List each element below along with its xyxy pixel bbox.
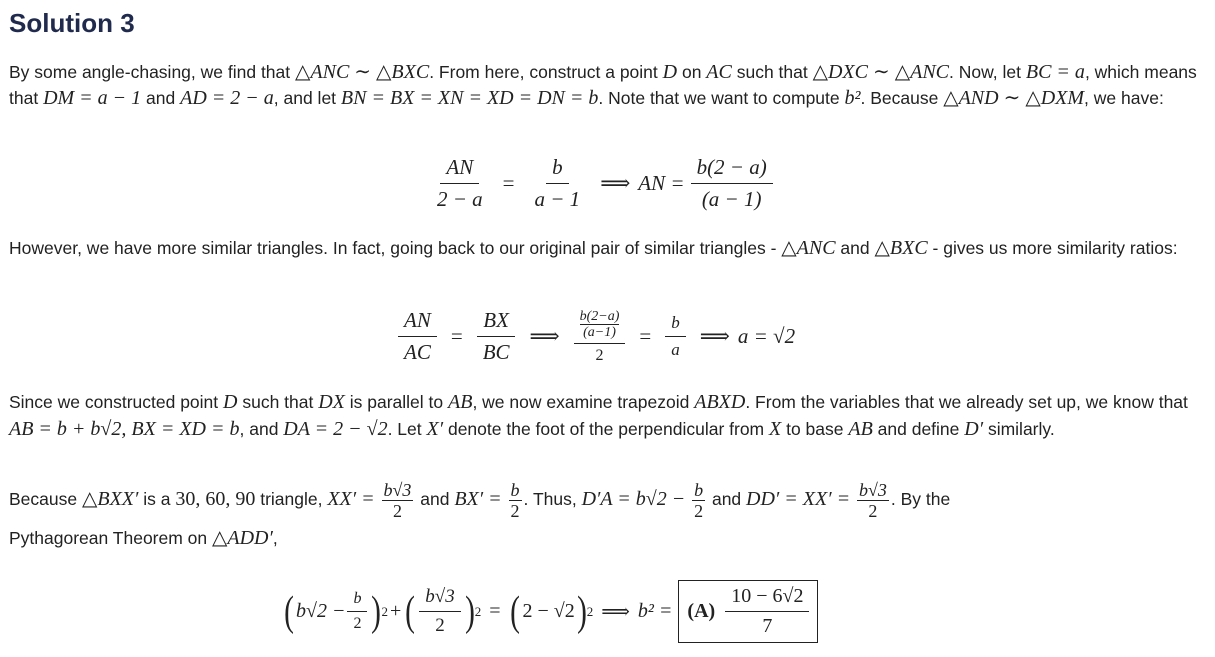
math: D′A = b√2 − xyxy=(581,488,686,511)
math: b² xyxy=(844,87,861,109)
text: such that xyxy=(237,392,319,412)
fraction: $\frac{b}{2}$ xyxy=(347,590,367,633)
math: D′ xyxy=(964,418,984,440)
math: AB xyxy=(848,418,873,440)
text: . From here, construct a point xyxy=(429,62,663,82)
text: Since we constructed point xyxy=(9,392,224,412)
text: , and let xyxy=(273,88,341,108)
fraction: $\frac{b√3}{2}$ xyxy=(858,480,887,521)
left-paren: ( xyxy=(284,588,294,635)
fraction: $\frac{AN}{2 - a}$ xyxy=(437,155,483,211)
paragraph-1 xyxy=(9,59,1199,111)
text: and define xyxy=(872,419,965,439)
text: and xyxy=(707,489,747,510)
math: AD = 2 − a xyxy=(180,87,274,109)
equals-sign: = xyxy=(639,324,652,348)
math: △BXC xyxy=(874,237,928,259)
math: 30, 60, 90 xyxy=(175,488,256,511)
exponent: 2 xyxy=(474,603,482,619)
text: triangle, xyxy=(255,489,328,510)
implies-arrow: ⟹ xyxy=(699,324,730,348)
math: X′ xyxy=(426,418,444,440)
math: DD′ = XX′ = xyxy=(746,488,851,511)
answer-label: (A) xyxy=(687,600,716,622)
math: AN = xyxy=(638,171,685,195)
math: b² = xyxy=(637,600,673,622)
equation-3 xyxy=(282,580,818,643)
text: and xyxy=(141,88,181,108)
text: . By the xyxy=(890,489,951,510)
math: D xyxy=(662,61,678,83)
text: is parallel to xyxy=(344,392,448,412)
text: , xyxy=(272,528,278,548)
text: denote the foot of the perpendicular from xyxy=(443,419,769,439)
fraction: $\frac{AN}{AC}$ xyxy=(398,308,437,365)
math: AC xyxy=(706,61,732,83)
plus-sign: + xyxy=(389,600,402,622)
math: BN = BX = XN = XD = DN = b xyxy=(340,87,599,109)
right-paren: ) xyxy=(464,588,475,635)
implies-arrow: ⟹ xyxy=(529,324,560,348)
text: . Because xyxy=(860,88,944,108)
text: . Now, let xyxy=(949,62,1026,82)
fraction: $\frac{b}{2}$ xyxy=(694,480,704,521)
text: and xyxy=(415,489,455,510)
fraction: $\frac{b√3}{2}$ xyxy=(383,480,412,521)
text: . Note that we want to compute xyxy=(598,88,845,108)
fraction: $\frac{b}{a}$ xyxy=(665,313,686,360)
paragraph-4 xyxy=(9,480,1199,555)
math: DA = 2 − √2 xyxy=(283,418,388,440)
math: AB = b + b√2, BX = XD = b xyxy=(9,418,240,440)
math: △DXC ∼ △ANC xyxy=(812,61,950,83)
text: and xyxy=(835,238,875,258)
text: similarly. xyxy=(983,419,1055,439)
math: ABXD xyxy=(694,391,746,413)
fraction: $\frac{b}{2}$ xyxy=(510,480,520,521)
answer-box xyxy=(678,580,818,643)
text: However, we have more similar triangles. In fact, going back to our original pair of similar triangles - xyxy=(9,238,782,258)
math: BC = a xyxy=(1025,61,1085,83)
equals-sign: = xyxy=(489,600,501,622)
paragraph-3 xyxy=(9,389,1199,443)
math: △ADD′ xyxy=(212,527,273,549)
text: . Thus, xyxy=(523,489,582,510)
right-paren: ) xyxy=(371,588,382,635)
math: 2 − √2 xyxy=(522,600,575,622)
text: on xyxy=(677,62,707,82)
math: DX xyxy=(318,391,345,413)
text: , we now examine trapezoid xyxy=(472,392,695,412)
math: △BXX′ xyxy=(81,488,139,511)
text: , and xyxy=(239,419,284,439)
math: b√2 − xyxy=(296,600,346,622)
math: XX′ = xyxy=(327,488,375,511)
text: , we have: xyxy=(1084,88,1164,108)
fraction: $\frac{b}{a - 1}$ xyxy=(534,155,581,211)
math: D xyxy=(223,391,238,413)
text: By some angle-chasing, we find that xyxy=(9,62,295,82)
implies-arrow: ⟹ xyxy=(600,171,631,195)
implies-arrow: ⟹ xyxy=(601,601,630,623)
text: . Let xyxy=(387,419,427,439)
paragraph-2 xyxy=(9,235,1199,261)
math: BX′ = xyxy=(454,488,502,511)
math: a = √2 xyxy=(737,324,796,348)
math: △AND ∼ △DXM xyxy=(943,87,1085,109)
text: to base xyxy=(781,419,849,439)
left-paren: ( xyxy=(405,588,416,635)
text: - gives us more similarity ratios: xyxy=(927,238,1178,258)
math: △ANC xyxy=(781,237,836,259)
right-paren: ) xyxy=(576,588,587,635)
equation-2 xyxy=(392,308,795,365)
exponent: 2 xyxy=(586,603,594,619)
fraction: $\frac{b(2 - a)}{(a - 1)}$ xyxy=(691,155,773,212)
equals-sign: = xyxy=(450,324,463,348)
answer-fraction: $\frac{10 - 6√2}{7}$ xyxy=(725,585,809,638)
equals-sign: = xyxy=(502,171,515,195)
text: Because xyxy=(9,489,82,510)
text: is a xyxy=(138,489,176,510)
math: DM = a − 1 xyxy=(43,87,142,109)
math: △ANC ∼ △BXC xyxy=(295,61,430,83)
math: X xyxy=(769,418,782,440)
equation-1 xyxy=(425,155,779,212)
text: . From the variables that we already set up, we know that xyxy=(745,392,1188,412)
nested-fraction: $\frac{\frac{b(2-a)}{(a-1)}}{2}$ xyxy=(574,309,626,365)
text: such that xyxy=(731,62,813,82)
text: Pythagorean Theorem on xyxy=(9,528,213,548)
left-paren: ( xyxy=(510,588,521,635)
solution-heading: Solution 3 xyxy=(9,8,135,38)
exponent: 2 xyxy=(381,603,388,619)
fraction: $\frac{BX}{BC}$ xyxy=(477,308,516,365)
text: , which means that xyxy=(9,62,1197,108)
fraction: $\frac{b√3}{2}$ xyxy=(419,586,460,637)
math: AB xyxy=(448,391,473,413)
